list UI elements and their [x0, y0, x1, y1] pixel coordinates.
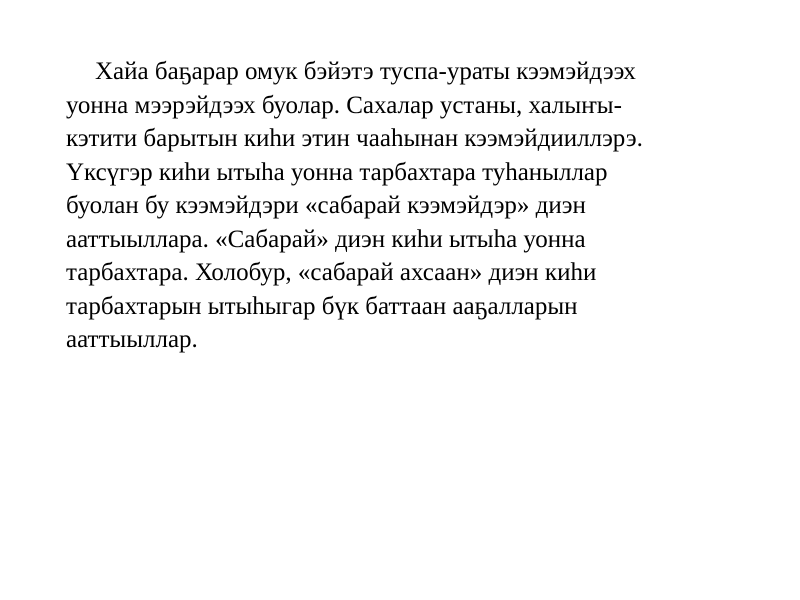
- paragraph-line-2: уонна мээрэйдээх буолар. Сахалар устаны, халыҥы-: [66, 91, 622, 119]
- paragraph-line-8: тарбахтарын ытыһыгар бүк баттаан ааҕалларын: [66, 292, 578, 320]
- paragraph-line-3: кэтити барытын киһи этин чааһынан кээмэйдииллэрэ.: [66, 125, 643, 152]
- paragraph-line-4: Үксүгэр киһи ытыһа уонна тарбахтара туһаныллар: [66, 158, 608, 186]
- paragraph-line-5: буолан бу кээмэйдэри «сабарай кээмэйдэр» диэн: [66, 192, 586, 219]
- paragraph-line-7: тарбахтара. Холобур, «сабарай ахсаан» диэн киһи: [66, 259, 597, 286]
- body-paragraph: [66, 55, 766, 357]
- paragraph-line-9: ааттыыллар.: [66, 326, 198, 353]
- paragraph-line-1: Хайа баҕарар омук бэйэтэ туспа-ураты кээмэйдээх: [95, 58, 636, 85]
- paragraph-line-6: ааттыыллара. «Сабарай» диэн киһи ытыһа уонна: [66, 225, 586, 253]
